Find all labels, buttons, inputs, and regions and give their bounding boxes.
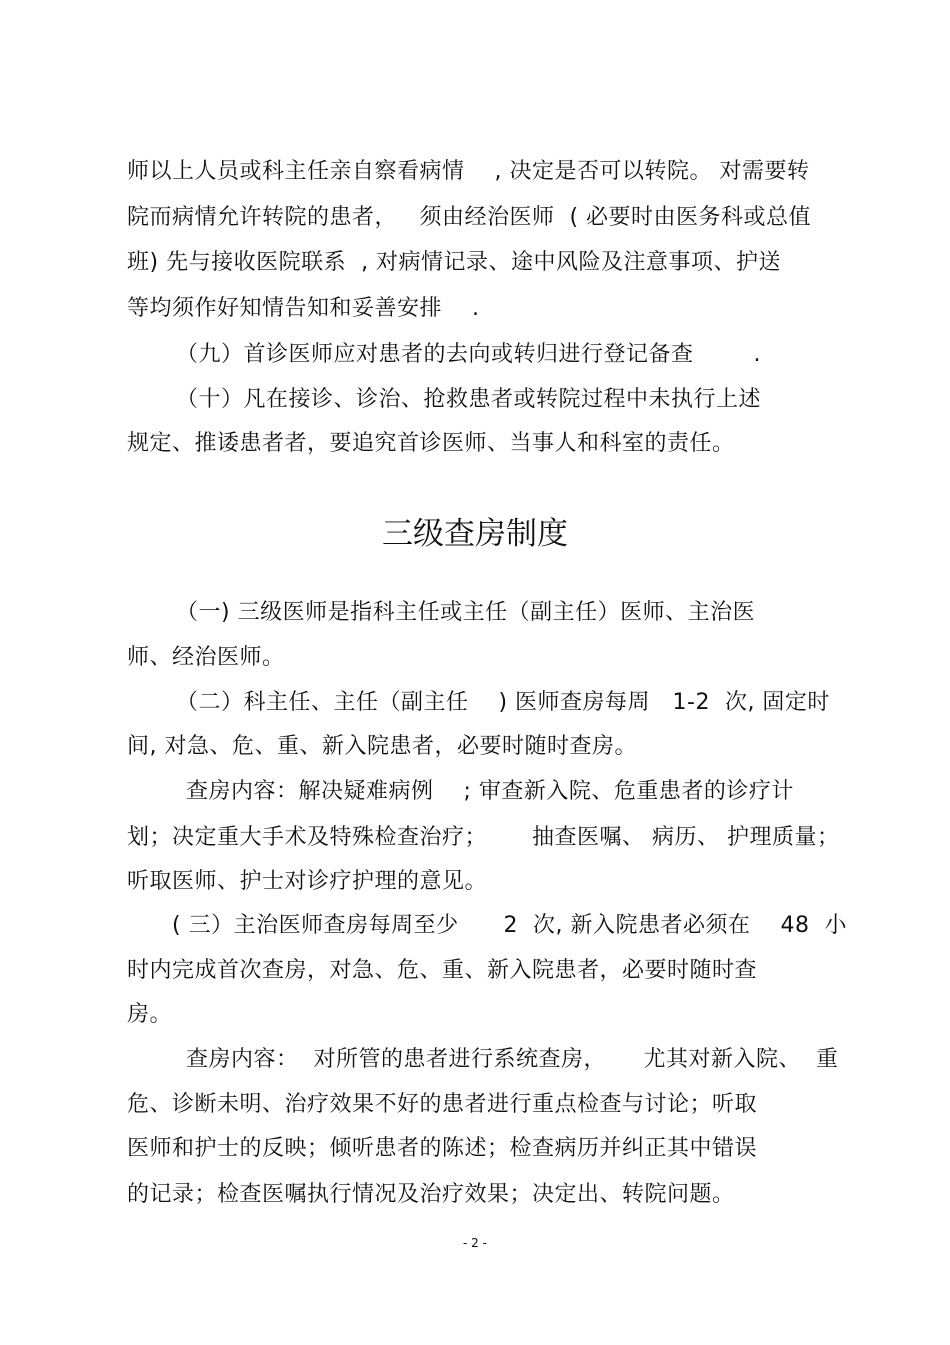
text-line: 听取医师、护士对诊疗护理的意见。 bbox=[127, 869, 488, 894]
text-line: （一) 三级医师是指科主任或主任（副主任）医师、主治医 bbox=[176, 600, 756, 625]
text-line: 划；决定重大手术及特殊检查治疗； 抽查医嘱、 病历、 护理质量； bbox=[127, 825, 840, 850]
text-line: 查房内容：解决疑难病例 ; 审查新入院、危重患者的诊疗计 bbox=[186, 779, 794, 804]
text-line: 间, 对急、危、重、新入院患者，必要时随时查房。 bbox=[127, 734, 637, 759]
text-line: 查房内容： 对所管的患者进行系统查房， 尤其对新入院、 重 bbox=[186, 1047, 839, 1072]
text-line: 的记录；检查医嘱执行情况及治疗效果；决定出、转院问题。 bbox=[127, 1182, 735, 1207]
text-line: 师、经治医师。 bbox=[127, 645, 285, 670]
text-line: （十）凡在接诊、诊治、抢救患者或转院过程中未执行上述 bbox=[176, 387, 762, 412]
text-line: 院而病情允许转院的患者， 须由经治医师 ( 必要时由医务科或总值 bbox=[127, 205, 812, 230]
text-line: 时内完成首次查房，对急、危、重、新入院患者，必要时随时查 bbox=[127, 958, 758, 983]
text-line: 房。 bbox=[127, 1002, 173, 1027]
page-number: - 2 - bbox=[463, 1236, 487, 1250]
text-line: （二）科主任、主任（副主任 ) 医师查房每周 1-2 次, 固定时 bbox=[176, 690, 830, 715]
text-line: 危、诊断未明、治疗效果不好的患者进行重点检查与讨论；听取 bbox=[127, 1092, 758, 1117]
text-line: 等均须作好知情告知和妥善安排 . bbox=[127, 296, 480, 321]
text-line: 规定、推诿患者者，要追究首诊医师、当事人和科室的责任。 bbox=[127, 431, 735, 456]
text-line: ( 三）主治医师查房每周至少 2 次, 新入院患者必须在 48 小 bbox=[172, 913, 847, 938]
section-title: 三级查房制度 bbox=[382, 516, 568, 552]
text-line: 医师和护士的反映；倾听患者的陈述；检查病历并纠正其中错误 bbox=[127, 1136, 758, 1161]
text-line: 师以上人员或科主任亲自察看病情 , 决定是否可以转院。 对需要转 bbox=[127, 159, 810, 184]
text-line: 班) 先与接收医院联系 , 对病情记录、途中风险及注意事项、护送 bbox=[127, 250, 782, 275]
paragraph-9: （九）首诊医师应对患者的去向或转归进行登记备查 . bbox=[176, 342, 761, 367]
